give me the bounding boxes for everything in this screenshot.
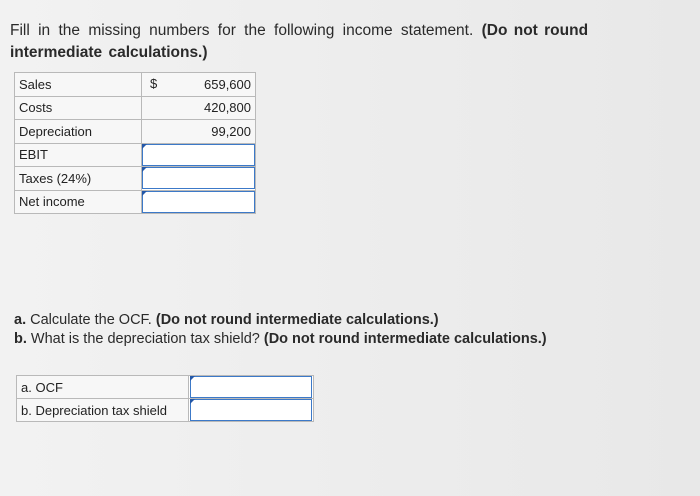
question-a-note: (Do not round intermediate calculations.) <box>155 312 439 328</box>
ocf-input[interactable] <box>190 376 312 398</box>
net-income-input[interactable] <box>142 191 255 213</box>
table-row-depreciation <box>15 120 256 144</box>
row-label-ebit: EBIT <box>15 143 142 167</box>
taxes-input-cell <box>142 167 256 191</box>
sales-amount: 659,600 <box>204 76 251 92</box>
ocf-input-cell <box>189 376 314 399</box>
row-label-taxes: Taxes (24%) <box>15 167 142 191</box>
questions <box>14 311 547 349</box>
taxes-input[interactable] <box>142 167 255 189</box>
question-a <box>14 311 547 330</box>
row-value-sales <box>142 73 256 97</box>
answer-label-depreciation-tax-shield: b. Depreciation tax shield <box>17 399 189 422</box>
row-value-costs <box>142 96 256 120</box>
ebit-input[interactable] <box>142 144 255 166</box>
row-label-sales: Sales <box>15 73 142 97</box>
instructions-text: Fill in the missing numbers for the following income statement. <box>10 22 474 39</box>
depreciation-amount: 99,200 <box>211 123 251 139</box>
question-b <box>14 330 547 349</box>
question-b-letter: b. <box>14 331 27 347</box>
instructions <box>10 20 680 64</box>
table-row-net-income <box>15 190 256 214</box>
question-a-letter: a. <box>14 312 27 328</box>
ebit-input-cell <box>142 143 256 167</box>
depreciation-tax-shield-input[interactable] <box>190 399 312 421</box>
question-a-text: Calculate the OCF. <box>30 312 152 328</box>
question-b-note: (Do not round intermediate calculations.) <box>263 331 547 347</box>
table-row-ocf <box>17 376 314 399</box>
table-row-depreciation-tax-shield <box>17 399 314 422</box>
row-label-net-income: Net income <box>15 190 142 214</box>
instructions-note: (Do not round intermediate calculations.) <box>10 22 589 61</box>
table-row-costs <box>15 96 256 120</box>
income-statement-table <box>14 72 256 214</box>
row-label-depreciation: Depreciation <box>15 120 142 144</box>
row-value-depreciation <box>142 120 256 144</box>
net-income-input-cell <box>142 190 256 214</box>
table-row-taxes <box>15 167 256 191</box>
question-b-text: What is the depreciation tax shield? <box>30 331 260 347</box>
currency-symbol: $ <box>150 76 158 91</box>
answer-label-ocf: a. OCF <box>17 376 189 399</box>
row-label-costs: Costs <box>15 96 142 120</box>
table-row-sales <box>15 73 256 97</box>
answers-table <box>16 375 314 422</box>
table-row-ebit <box>15 143 256 167</box>
depreciation-tax-shield-input-cell <box>189 399 314 422</box>
costs-amount: 420,800 <box>204 100 251 116</box>
